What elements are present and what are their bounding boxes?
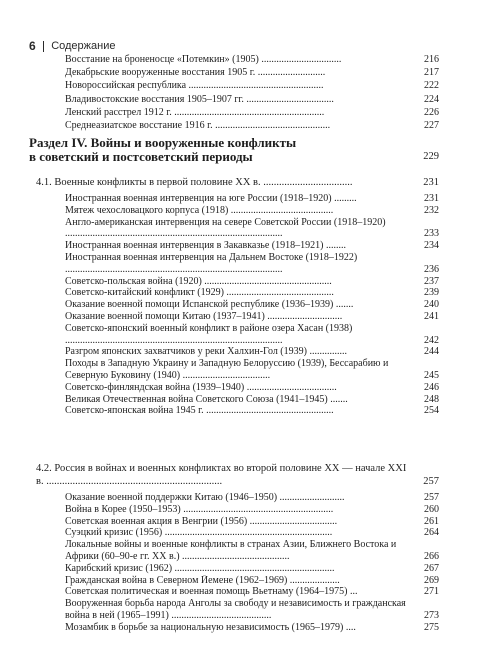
chapter-4-1 [0,176,480,417]
toc-entry[interactable] [65,193,439,205]
toc-entry-page: 248 [424,393,439,405]
toc-entry-page: 224 [424,93,439,105]
toc-entry-page: 236 [424,263,439,275]
toc-entry[interactable] [65,358,439,382]
toc-entry-title: Оказание военной поддержки Китаю (1946–1950) .......................... [65,492,345,503]
chapter-heading[interactable] [36,462,439,488]
toc-entry-title: Новороссийская республика ...................................................... [65,80,324,92]
toc-entry-page: 269 [424,574,439,586]
toc-entry-page: 227 [424,120,439,132]
chapter-4-2 [0,462,480,634]
section-page: 229 [423,151,439,162]
toc-entry-title: Советско-японский военный конфликт в районе озера Хасан (1938) ....................................................................................... [65,322,353,346]
chapter-page: 231 [423,177,439,188]
toc-entry[interactable] [65,527,439,539]
toc-entry-title: Декабрьские вооруженные восстания 1905 г. ........................... [65,67,326,79]
toc-entry-page: 254 [424,405,439,417]
header-title: Содержание [51,40,116,52]
toc-entry-title: Советско-польская война (1920) ................................................... [65,275,332,287]
section-heading-line1: Раздел IV. Войны и вооруженные конфликты [29,135,297,150]
toc-entry-page: 257 [424,492,439,503]
toc-entry-page: 240 [424,299,439,311]
toc-entry[interactable] [65,217,439,241]
page-header [29,39,115,53]
toc-entry-page: 261 [424,515,439,527]
toc-entry[interactable] [65,120,439,133]
toc-entry[interactable] [65,346,439,358]
toc-entry-title: Восстание на броненосце «Потемкин» (1905) ................................ [65,54,342,65]
header-divider [43,41,45,52]
toc-entry-title: Оказание военной помощи Испанской республике (1936–1939) ....... [65,299,354,311]
toc-entry-title: Разгром японских захватчиков у реки Халхин-Гол (1939) ............... [65,346,347,358]
toc-entry-page: 245 [424,369,439,381]
toc-entry-title: Вооруженная борьба народа Анголы за свободу и независимость и гражданская война в ней (1965–1991) ........................................ [65,598,406,621]
toc-entry-page: 264 [424,527,439,539]
toc-entry-page: 226 [424,106,439,118]
toc-entry-page: 271 [424,586,439,598]
toc-entry[interactable] [65,586,439,598]
toc-entry[interactable] [65,394,439,406]
toc-entry-title: Ленский расстрел 1912 г. ............................................................ [65,106,325,118]
chapter-title: 4.2. Россия в войнах и военных конфликтах во второй половине XX — начале XXI в. ................................................................... [36,463,407,487]
toc-entry[interactable] [65,504,439,516]
section-heading-line2: в советский и постсоветский периоды [29,149,253,164]
toc-entry-title: Великая Отечественная война Советского Союза (1941–1945) ....... [65,393,348,405]
toc-entry[interactable] [65,598,439,622]
toc-entry[interactable] [65,240,439,252]
toc-entry-page: 234 [424,240,439,252]
toc-entry-title: Советская военная акция в Венгрии (1956) ................................... [65,515,338,527]
toc-entry[interactable] [65,563,439,575]
toc-entry-page: 231 [424,193,439,204]
toc-entry[interactable] [65,276,439,288]
toc-entry-page: 267 [424,562,439,574]
toc-entry-page: 233 [424,228,439,240]
toc-entry[interactable] [65,107,439,120]
toc-block-upper [0,54,480,133]
toc-entry-title: Мятеж чехословацкого корпуса (1918) ......................................... [65,204,334,216]
toc-entry[interactable] [65,205,439,217]
toc-entry[interactable] [65,492,439,504]
toc-entry[interactable] [65,539,439,563]
toc-entry[interactable] [65,80,439,93]
toc-entry-page: 275 [424,621,439,633]
toc-entry[interactable] [65,67,439,80]
section-heading[interactable] [29,136,439,164]
toc-entry[interactable] [65,287,439,299]
toc-entry-page: 232 [424,204,439,216]
toc-entry-page: 273 [424,609,439,621]
toc-entry-title: Владивостокские восстания 1905–1907 гг. ................................... [65,93,334,105]
toc-entry-title: Походы в Западную Украину и Западную Белоруссию (1939), Бессарабию и Северную Буковину (1940) ................................... [65,358,389,381]
toc-entry-title: Карибский кризис (1962) ................................................................ [65,562,335,574]
toc-entry-title: Советско-японская война 1945 г. ................................................... [65,405,334,417]
toc-entry-title: Англо-американская интервенция на севере Советской России (1918–1920) ....................................................................................... [65,216,386,240]
toc-entry-page: 242 [424,334,439,346]
toc-entry-title: Мозамбик в борьбе за национальную независимость (1965–1979) .... [65,621,356,633]
toc-entry-title: Среднеазиатское восстание 1916 г. .............................................. [65,120,331,132]
toc-entry-page: 237 [424,275,439,287]
toc-entry[interactable] [65,252,439,276]
toc-entry[interactable] [65,299,439,311]
toc-entry-page: 241 [424,310,439,322]
toc-entry-page: 266 [424,550,439,562]
chapter-page: 257 [423,476,439,487]
toc-entry-title: Локальные войны и военные конфликты в странах Азии, Ближнего Востока и Африки (60–90-е гг. XX в.) ........................................... [65,539,397,562]
chapter-heading[interactable] [36,176,439,189]
toc-entry[interactable] [65,54,439,67]
toc-entry-page: 244 [424,346,439,358]
toc-entry-title: Оказание военной помощи Китаю (1937–1941) .............................. [65,310,343,322]
toc-entry-page: 239 [424,287,439,299]
toc-entry-page: 260 [424,503,439,515]
toc-entry[interactable] [65,575,439,587]
toc-entry-page: 222 [424,80,439,92]
toc-entry-title: Война в Корее (1950–1953) ............................................................ [65,503,334,515]
toc-entry-title: Советско-финляндская война (1939–1940) .................................... [65,381,337,393]
toc-entry[interactable] [65,382,439,394]
toc-entry-title: Суэцкий кризис (1956) ................................................................... [65,527,333,539]
toc-entry-title: Иностранная военная интервенция в Закавказье (1918–1921) ........ [65,240,346,252]
toc-entry[interactable] [65,94,439,107]
toc-entry-page: 246 [424,381,439,393]
toc-entry-title: Иностранная военная интервенция на Дальнем Востоке (1918–1922) ....................................................................................... [65,251,358,275]
toc-entry[interactable] [65,405,439,417]
toc-entry-title: Гражданская война в Северном Йемене (1962–1969) .................... [65,574,340,586]
toc-entry-page: 216 [424,54,439,65]
toc-entry-page: 217 [424,67,439,79]
toc-entry-title: Советско-китайский конфликт (1929) ........................................... [65,287,334,299]
chapter-title: 4.1. Военные конфликты в первой половине XX в. .................................. [36,177,353,188]
toc-entry[interactable] [65,516,439,528]
toc-entry[interactable] [65,323,439,347]
toc-entry-title: Советская политическая и военная помощь Вьетнаму (1964–1975) ... [65,586,358,598]
toc-entry-title: Иностранная военная интервенция на юге России (1918–1920) ......... [65,193,357,204]
toc-entry[interactable] [65,622,439,634]
page-number: 6 [29,39,36,53]
toc-entry[interactable] [65,311,439,323]
